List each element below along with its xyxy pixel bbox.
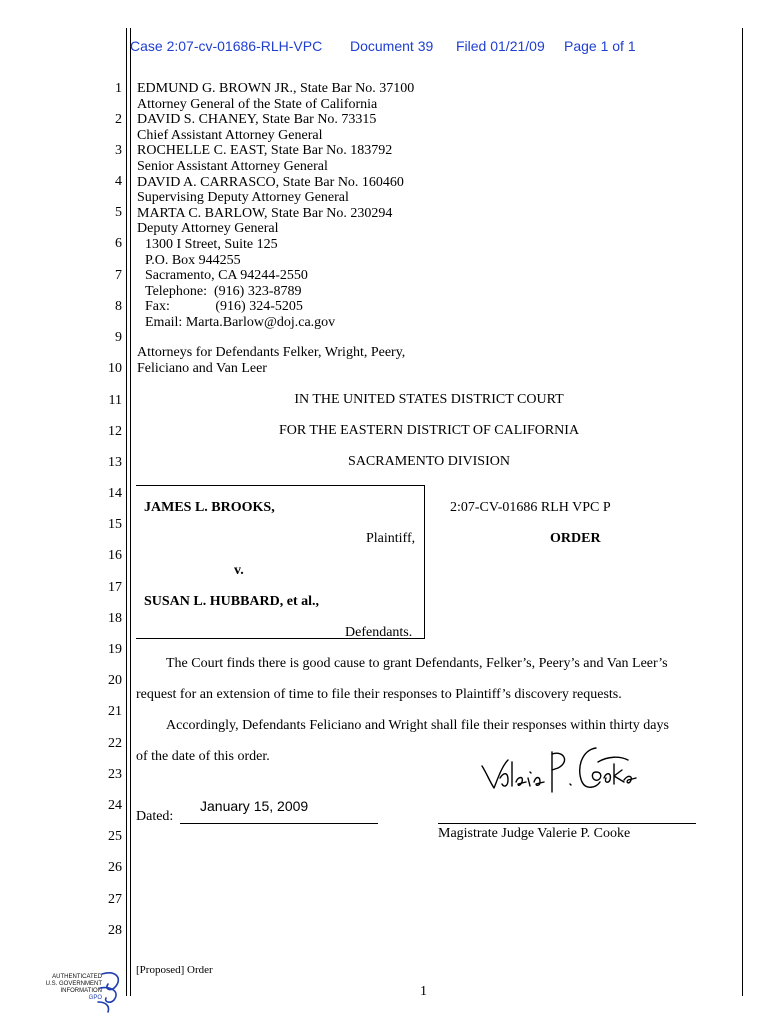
defendant-label: Defendants.	[345, 625, 413, 640]
counsel-line: ROCHELLE C. EAST, State Bar No. 183792	[137, 143, 393, 159]
counsel-line: P.O. Box 944255	[145, 252, 241, 268]
body-paragraph-2-line-2: of the date of this order.	[136, 749, 270, 764]
line-number: 18	[108, 611, 122, 626]
line-number: 16	[108, 548, 122, 563]
counsel-line: Fax: (916) 324-5205	[145, 299, 303, 315]
margin-rule-left-2	[130, 28, 131, 996]
line-number: 10	[108, 361, 122, 376]
seal-line-4: GPO	[88, 995, 102, 1001]
body-paragraph-1-line-2: request for an extension of time to file their responses to Plaintiff’s discovery requests.	[136, 687, 622, 702]
line-number: 27	[108, 892, 122, 907]
court-name-line-1: IN THE UNITED STATES DISTRICT COURT	[294, 392, 564, 407]
line-number: 25	[108, 829, 122, 844]
counsel-line: Email: Marta.Barlow@doj.ca.gov	[145, 314, 336, 330]
counsel-line: Telephone: (916) 323-8789	[145, 283, 302, 299]
line-number: 7	[115, 268, 122, 283]
line-number: 12	[108, 424, 122, 439]
counsel-line: MARTA C. BARLOW, State Bar No. 230294	[137, 205, 393, 221]
line-number: 28	[108, 923, 122, 938]
counsel-line: 1300 I Street, Suite 125	[145, 236, 278, 252]
line-number: 8	[115, 299, 122, 314]
line-number: 17	[108, 580, 122, 595]
body-paragraph-2-line-1: Accordingly, Defendants Feliciano and Wright shall file their responses within thirty days	[166, 718, 669, 733]
line-number: 5	[115, 205, 122, 220]
line-number: 19	[108, 642, 122, 657]
counsel-line: Supervising Deputy Attorney General	[137, 190, 349, 206]
seal-line-3: INFORMATION	[60, 988, 102, 994]
header-document: Document 39	[350, 38, 434, 54]
versus: v.	[234, 563, 244, 578]
plaintiff-label: Plaintiff,	[366, 531, 416, 546]
page-number: 1	[420, 984, 427, 999]
line-number: 3	[115, 143, 122, 158]
court-division: SACRAMENTO DIVISION	[348, 454, 510, 469]
footer-document-label: [Proposed] Order	[136, 964, 213, 976]
line-number: 2	[115, 112, 122, 127]
counsel-line: Chief Assistant Attorney General	[137, 127, 323, 143]
dated-underline	[180, 823, 378, 824]
attorneys-for	[137, 345, 405, 376]
line-number: 9	[115, 330, 122, 345]
signature-underline	[438, 823, 696, 824]
case-number: 2:07-CV-01686 RLH VPC P	[450, 500, 611, 515]
header-filed: Filed 01/21/09	[456, 38, 545, 54]
counsel-line: DAVID S. CHANEY, State Bar No. 73315	[137, 112, 377, 128]
dated-value: January 15, 2009	[200, 798, 309, 814]
counsel-line: Sacramento, CA 94244-2550	[145, 268, 308, 284]
ecf-header	[130, 38, 650, 58]
header-case-no: Case 2:07-cv-01686-RLH-VPC	[130, 38, 323, 54]
plaintiff-name: JAMES L. BROOKS,	[144, 500, 275, 515]
judge-signature	[478, 742, 638, 798]
line-number: 6	[115, 236, 122, 251]
signer-name: Magistrate Judge Valerie P. Cooke	[438, 826, 631, 841]
attorneys-for-line: Feliciano and Van Leer	[137, 360, 267, 376]
counsel-line: Attorney General of the State of California	[137, 96, 378, 112]
seal-line-1: AUTHENTICATED	[52, 974, 102, 980]
line-number: 21	[108, 704, 122, 719]
line-number: 14	[108, 486, 122, 501]
seal-line-2: U.S. GOVERNMENT	[45, 981, 102, 987]
defendant-name: SUSAN L. HUBBARD, et al.,	[144, 594, 320, 609]
line-number: 20	[108, 673, 122, 688]
line-number: 26	[108, 860, 122, 875]
margin-rule-left-1	[126, 28, 127, 996]
counsel-line: EDMUND G. BROWN JR., State Bar No. 37100	[137, 81, 415, 96]
line-number: 1	[115, 81, 122, 96]
line-number: 15	[108, 517, 122, 532]
counsel-line: DAVID A. CARRASCO, State Bar No. 160460	[137, 174, 404, 190]
header-page: Page 1 of 1	[564, 38, 636, 54]
line-number: 13	[108, 455, 122, 470]
attorneys-for-line: Attorneys for Defendants Felker, Wright, Peery,	[137, 345, 406, 360]
line-number: 23	[108, 767, 122, 782]
counsel-line: Deputy Attorney General	[137, 221, 279, 237]
document-title: ORDER	[550, 531, 601, 546]
court-name-line-2: FOR THE EASTERN DISTRICT OF CALIFORNIA	[278, 423, 580, 438]
body-paragraph-1-line-1: The Court finds there is good cause to grant Defendants, Felker’s, Peery’s and Van Leer’s	[166, 656, 668, 671]
line-number: 4	[115, 174, 122, 189]
line-number: 24	[108, 798, 122, 813]
gpo-authentication-seal	[36, 968, 126, 1014]
counsel-block	[137, 81, 414, 331]
margin-rule-right	[742, 28, 743, 996]
line-number: 11	[108, 393, 122, 408]
line-number: 22	[108, 736, 122, 751]
dated-label: Dated:	[136, 809, 174, 824]
counsel-line: Senior Assistant Attorney General	[137, 158, 328, 174]
